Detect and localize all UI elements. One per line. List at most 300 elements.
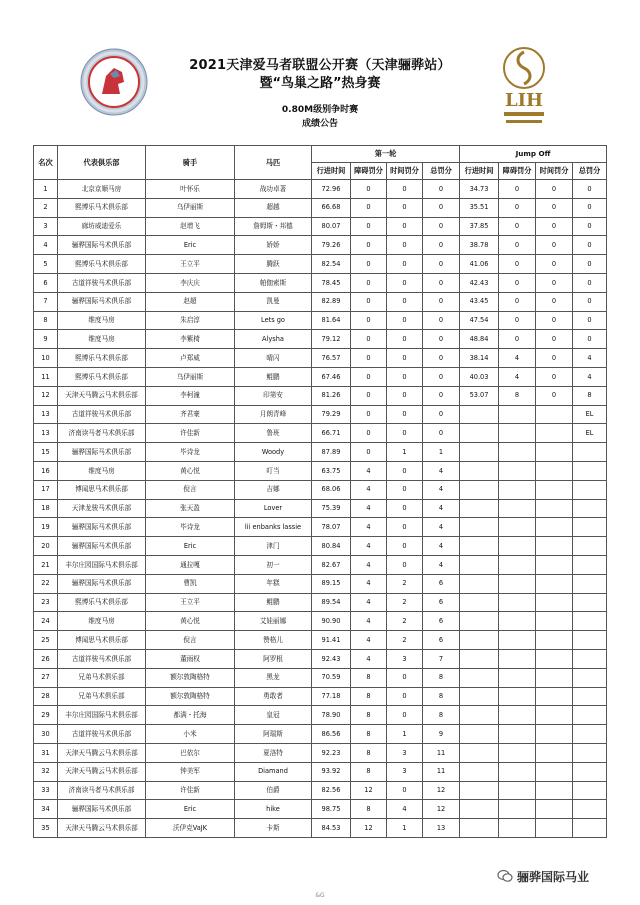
r1-time-cell: 78.45 — [312, 273, 351, 292]
table-row — [34, 649, 607, 668]
r1-total-cell: 11 — [423, 743, 460, 762]
jo-time-cell: 41.06 — [460, 255, 499, 274]
club-cell: 骊骅国际马术俱乐部 — [58, 236, 146, 255]
jo-total-cell — [573, 499, 607, 518]
jo-obstacle-cell — [499, 649, 536, 668]
r1-total-cell: 12 — [423, 800, 460, 819]
jo-timepen-cell: 0 — [536, 292, 573, 311]
club-cell: 廊坊威迪爱乐 — [58, 217, 146, 236]
r1-total-cell: 0 — [423, 405, 460, 424]
r1-total-cell: 0 — [423, 292, 460, 311]
jo-obstacle-cell — [499, 687, 536, 706]
r1-obstacle-cell: 0 — [351, 292, 387, 311]
club-cell: 熙博乐马术俱乐部 — [58, 255, 146, 274]
table-row — [34, 349, 607, 368]
horse-cell: 年糕 — [235, 574, 312, 593]
jo-time-cell — [460, 405, 499, 424]
r1-total-cell: 7 — [423, 649, 460, 668]
table-row — [34, 687, 607, 706]
club-cell: 维度马房 — [58, 311, 146, 330]
r1-timepen-cell: 0 — [387, 499, 423, 518]
jo-time-cell: 47.54 — [460, 311, 499, 330]
horse-cell: Woody — [235, 443, 312, 462]
r1-timepen-cell: 0 — [387, 687, 423, 706]
r1-total-cell: 4 — [423, 555, 460, 574]
r1-timepen-cell: 0 — [387, 367, 423, 386]
jo-time-cell: 53.07 — [460, 386, 499, 405]
club-cell: 天津天马腾云马术俱乐部 — [58, 743, 146, 762]
jo-timepen-cell — [536, 405, 573, 424]
rank-cell: 1 — [34, 180, 58, 199]
rank-cell: 24 — [34, 612, 58, 631]
table-row — [34, 386, 607, 405]
rider-cell: 卢郑威 — [146, 349, 235, 368]
rider-cell: 小米 — [146, 725, 235, 744]
rank-cell: 22 — [34, 574, 58, 593]
horse-cell: 赞格儿 — [235, 631, 312, 650]
rank-cell: 33 — [34, 781, 58, 800]
jo-timepen-cell: 0 — [536, 311, 573, 330]
r1-total-cell: 6 — [423, 612, 460, 631]
rider-cell: 巴依尔 — [146, 743, 235, 762]
r1-time-cell: 89.15 — [312, 574, 351, 593]
r1-total-cell: 4 — [423, 480, 460, 499]
club-cell: 熙博乐马术俱乐部 — [58, 198, 146, 217]
club-cell: 骊骅国际马术俱乐部 — [58, 574, 146, 593]
wechat-icon — [497, 868, 513, 884]
rider-cell: 黄心悦 — [146, 461, 235, 480]
rider-cell: 赵增飞 — [146, 217, 235, 236]
r1-time-cell: 80.07 — [312, 217, 351, 236]
header-horse: 马匹 — [235, 146, 312, 180]
r1-time-cell: 89.54 — [312, 593, 351, 612]
document-header — [0, 0, 640, 140]
r1-obstacle-cell: 4 — [351, 518, 387, 537]
r1-obstacle-cell: 0 — [351, 217, 387, 236]
jo-total-cell: 0 — [573, 198, 607, 217]
header-r1-timepen: 时间罚分 — [387, 163, 423, 180]
r1-time-cell: 82.89 — [312, 292, 351, 311]
r1-timepen-cell: 0 — [387, 461, 423, 480]
horse-cell: 伯爵 — [235, 781, 312, 800]
jo-total-cell — [573, 819, 607, 838]
jo-obstacle-cell — [499, 443, 536, 462]
club-cell: 古道祥骏马术俱乐部 — [58, 649, 146, 668]
jo-obstacle-cell: 0 — [499, 198, 536, 217]
rank-cell: 12 — [34, 386, 58, 405]
header-jo-obstacle: 障碍罚分 — [499, 163, 536, 180]
rank-cell: 23 — [34, 593, 58, 612]
jo-time-cell — [460, 612, 499, 631]
jo-timepen-cell: 0 — [536, 236, 573, 255]
r1-total-cell: 0 — [423, 330, 460, 349]
jo-total-cell: 0 — [573, 217, 607, 236]
table-row — [34, 781, 607, 800]
r1-timepen-cell: 0 — [387, 217, 423, 236]
r1-timepen-cell: 0 — [387, 236, 423, 255]
jo-obstacle-cell — [499, 480, 536, 499]
club-cell: 济南读马者马术俱乐部 — [58, 424, 146, 443]
jo-total-cell — [573, 649, 607, 668]
r1-timepen-cell: 1 — [387, 725, 423, 744]
table-row — [34, 292, 607, 311]
jo-time-cell — [460, 631, 499, 650]
table-row — [34, 367, 607, 386]
header-rider: 骑手 — [146, 146, 235, 180]
jo-time-cell — [460, 480, 499, 499]
horse-cell: 凯曼 — [235, 292, 312, 311]
table-row — [34, 180, 607, 199]
jo-time-cell — [460, 706, 499, 725]
jo-time-cell: 38.14 — [460, 349, 499, 368]
jo-obstacle-cell: 0 — [499, 292, 536, 311]
header-rank: 名次 — [34, 146, 58, 180]
r1-obstacle-cell: 8 — [351, 668, 387, 687]
r1-timepen-cell: 0 — [387, 273, 423, 292]
r1-timepen-cell: 0 — [387, 405, 423, 424]
header-r1-total: 总罚分 — [423, 163, 460, 180]
r1-obstacle-cell: 4 — [351, 461, 387, 480]
table-row — [34, 330, 607, 349]
table-row — [34, 217, 607, 236]
table-row — [34, 443, 607, 462]
wechat-watermark — [497, 866, 589, 886]
r1-timepen-cell: 0 — [387, 706, 423, 725]
r1-total-cell: 6 — [423, 574, 460, 593]
r1-total-cell: 0 — [423, 255, 460, 274]
jo-obstacle-cell: 0 — [499, 330, 536, 349]
rider-cell: 董雨权 — [146, 649, 235, 668]
jo-timepen-cell — [536, 649, 573, 668]
rank-cell: 2 — [34, 198, 58, 217]
jo-obstacle-cell — [499, 706, 536, 725]
club-cell: 熙博乐马术俱乐部 — [58, 349, 146, 368]
table-row — [34, 762, 607, 781]
jo-time-cell — [460, 537, 499, 556]
rider-cell: 王立平 — [146, 255, 235, 274]
r1-time-cell: 78.90 — [312, 706, 351, 725]
r1-total-cell: 0 — [423, 386, 460, 405]
jo-obstacle-cell — [499, 537, 536, 556]
r1-time-cell: 66.71 — [312, 424, 351, 443]
r1-total-cell: 6 — [423, 593, 460, 612]
rider-cell: 倪言 — [146, 480, 235, 499]
r1-total-cell: 8 — [423, 706, 460, 725]
r1-timepen-cell: 3 — [387, 649, 423, 668]
header-jo-total: 总罚分 — [573, 163, 607, 180]
r1-time-cell: 76.57 — [312, 349, 351, 368]
jo-timepen-cell — [536, 461, 573, 480]
jo-time-cell — [460, 725, 499, 744]
club-cell: 兄弟马术俱乐部 — [58, 668, 146, 687]
rank-cell: 32 — [34, 762, 58, 781]
r1-timepen-cell: 0 — [387, 198, 423, 217]
horse-cell: 鲲鹏 — [235, 367, 312, 386]
jo-total-cell: EL — [573, 424, 607, 443]
jo-timepen-cell — [536, 518, 573, 537]
rider-cell: 通拉嘎 — [146, 555, 235, 574]
r1-obstacle-cell: 4 — [351, 593, 387, 612]
jo-time-cell: 37.85 — [460, 217, 499, 236]
lih-logo — [498, 46, 550, 134]
jo-obstacle-cell — [499, 631, 536, 650]
jo-timepen-cell — [536, 537, 573, 556]
jo-timepen-cell — [536, 800, 573, 819]
rank-cell: 17 — [34, 480, 58, 499]
r1-timepen-cell: 2 — [387, 631, 423, 650]
club-cell: 博闻思马术俱乐部 — [58, 480, 146, 499]
rank-cell: 29 — [34, 706, 58, 725]
rank-cell: 18 — [34, 499, 58, 518]
club-cell: 古道祥骏马术俱乐部 — [58, 273, 146, 292]
club-cell: 丰尔庄园国际马术俱乐部 — [58, 706, 146, 725]
horse-cell: 战功卓著 — [235, 180, 312, 199]
jo-obstacle-cell — [499, 781, 536, 800]
club-cell: 天津天马腾云马术俱乐部 — [58, 819, 146, 838]
jo-timepen-cell: 0 — [536, 198, 573, 217]
jo-obstacle-cell — [499, 819, 536, 838]
jo-time-cell — [460, 781, 499, 800]
jo-timepen-cell — [536, 593, 573, 612]
r1-time-cell: 66.68 — [312, 198, 351, 217]
rider-cell: Eric — [146, 800, 235, 819]
jo-total-cell: 0 — [573, 273, 607, 292]
horse-cell: 阿瑞斯 — [235, 725, 312, 744]
r1-obstacle-cell: 0 — [351, 236, 387, 255]
jo-obstacle-cell: 0 — [499, 236, 536, 255]
r1-time-cell: 79.12 — [312, 330, 351, 349]
jo-total-cell — [573, 706, 607, 725]
r1-time-cell: 63.75 — [312, 461, 351, 480]
horse-cell: 鲲鹏 — [235, 593, 312, 612]
results-table — [33, 145, 607, 838]
r1-time-cell: 82.67 — [312, 555, 351, 574]
jo-obstacle-cell: 0 — [499, 180, 536, 199]
jo-timepen-cell — [536, 762, 573, 781]
horse-cell: 鲁班 — [235, 424, 312, 443]
table-row — [34, 198, 607, 217]
rider-cell: 赵超 — [146, 292, 235, 311]
jo-time-cell — [460, 555, 499, 574]
r1-obstacle-cell: 12 — [351, 819, 387, 838]
rank-cell: 3 — [34, 217, 58, 236]
r1-obstacle-cell: 0 — [351, 405, 387, 424]
rank-cell: 21 — [34, 555, 58, 574]
r1-timepen-cell: 0 — [387, 349, 423, 368]
rider-cell: 李庆庆 — [146, 273, 235, 292]
r1-obstacle-cell: 0 — [351, 273, 387, 292]
jo-timepen-cell — [536, 480, 573, 499]
r1-timepen-cell: 2 — [387, 574, 423, 593]
horse-cell: 初一 — [235, 555, 312, 574]
table-row — [34, 537, 607, 556]
r1-time-cell: 79.26 — [312, 236, 351, 255]
r1-timepen-cell: 1 — [387, 819, 423, 838]
rank-cell: 25 — [34, 631, 58, 650]
table-row — [34, 236, 607, 255]
jo-timepen-cell: 0 — [536, 217, 573, 236]
r1-time-cell: 78.07 — [312, 518, 351, 537]
jo-time-cell — [460, 443, 499, 462]
rider-cell: 许佳新 — [146, 781, 235, 800]
horse-cell: 卡斯 — [235, 819, 312, 838]
r1-obstacle-cell: 12 — [351, 781, 387, 800]
table-row — [34, 255, 607, 274]
r1-time-cell: 75.39 — [312, 499, 351, 518]
r1-obstacle-cell: 4 — [351, 555, 387, 574]
rank-cell: 15 — [34, 443, 58, 462]
horse-cell: Lets go — [235, 311, 312, 330]
table-row — [34, 631, 607, 650]
r1-obstacle-cell: 4 — [351, 480, 387, 499]
jo-total-cell: 4 — [573, 349, 607, 368]
r1-time-cell: 98.75 — [312, 800, 351, 819]
jo-total-cell: 0 — [573, 330, 607, 349]
rank-cell: 13 — [34, 424, 58, 443]
club-cell: 骊骅国际马术俱乐部 — [58, 443, 146, 462]
jo-timepen-cell — [536, 743, 573, 762]
rider-cell: 张天盈 — [146, 499, 235, 518]
jo-timepen-cell: 0 — [536, 386, 573, 405]
r1-total-cell: 11 — [423, 762, 460, 781]
jo-time-cell: 48.84 — [460, 330, 499, 349]
table-row — [34, 593, 607, 612]
rider-cell: Eric — [146, 537, 235, 556]
rank-cell: 8 — [34, 311, 58, 330]
horse-cell: Lover — [235, 499, 312, 518]
jo-total-cell — [573, 781, 607, 800]
header-r1-obstacle: 障碍罚分 — [351, 163, 387, 180]
jo-time-cell — [460, 743, 499, 762]
rider-cell: 沃伊克VaJK — [146, 819, 235, 838]
rider-cell: 王立平 — [146, 593, 235, 612]
jo-obstacle-cell: 4 — [499, 349, 536, 368]
jo-time-cell — [460, 499, 499, 518]
table-row — [34, 800, 607, 819]
watermark-text: 骊骅国际马业 — [517, 869, 590, 884]
header-jo-timepen: 时间罚分 — [536, 163, 573, 180]
r1-timepen-cell: 0 — [387, 518, 423, 537]
jo-total-cell: 0 — [573, 236, 607, 255]
jo-timepen-cell — [536, 819, 573, 838]
table-row — [34, 461, 607, 480]
rank-cell: 11 — [34, 367, 58, 386]
horse-cell: 黑龙 — [235, 668, 312, 687]
jo-total-cell — [573, 593, 607, 612]
event-title: 2021天津爱马者联盟公开赛（天津骊骅站） — [189, 58, 451, 73]
jo-time-cell: 35.51 — [460, 198, 499, 217]
r1-obstacle-cell: 4 — [351, 631, 387, 650]
jo-timepen-cell — [536, 424, 573, 443]
rank-cell: 35 — [34, 819, 58, 838]
jo-time-cell: 43.45 — [460, 292, 499, 311]
r1-obstacle-cell: 0 — [351, 330, 387, 349]
r1-obstacle-cell: 8 — [351, 706, 387, 725]
r1-total-cell: 0 — [423, 311, 460, 330]
jo-obstacle-cell — [499, 668, 536, 687]
table-row — [34, 424, 607, 443]
jo-time-cell — [460, 800, 499, 819]
r1-timepen-cell: 2 — [387, 612, 423, 631]
jo-timepen-cell — [536, 687, 573, 706]
jo-total-cell: 8 — [573, 386, 607, 405]
jo-total-cell — [573, 537, 607, 556]
r1-obstacle-cell: 4 — [351, 537, 387, 556]
r1-time-cell: 81.26 — [312, 386, 351, 405]
r1-time-cell: 91.41 — [312, 631, 351, 650]
club-cell: 骊骅国际马术俱乐部 — [58, 800, 146, 819]
rider-cell: 朱启淳 — [146, 311, 235, 330]
jo-total-cell — [573, 800, 607, 819]
rank-cell: 16 — [34, 461, 58, 480]
r1-total-cell: 1 — [423, 443, 460, 462]
r1-obstacle-cell: 0 — [351, 349, 387, 368]
svg-text:LIH: LIH — [504, 90, 544, 111]
jo-obstacle-cell — [499, 405, 536, 424]
r1-total-cell: 13 — [423, 819, 460, 838]
horse-cell: 夏洛特 — [235, 743, 312, 762]
jo-total-cell — [573, 480, 607, 499]
rider-cell: Eric — [146, 236, 235, 255]
jo-timepen-cell: 0 — [536, 367, 573, 386]
r1-time-cell: 79.29 — [312, 405, 351, 424]
r1-total-cell: 0 — [423, 180, 460, 199]
r1-time-cell: 68.06 — [312, 480, 351, 499]
horse-cell: 艾娃丽娜 — [235, 612, 312, 631]
r1-timepen-cell: 0 — [387, 311, 423, 330]
rider-cell: 额尔敦陶格特 — [146, 668, 235, 687]
header-round1: 第一轮 — [312, 146, 460, 163]
r1-total-cell: 8 — [423, 687, 460, 706]
r1-total-cell: 4 — [423, 518, 460, 537]
jo-obstacle-cell — [499, 612, 536, 631]
results-announcement: 成绩公告 — [301, 119, 338, 129]
rider-cell: 都满・托海 — [146, 706, 235, 725]
jo-timepen-cell — [536, 725, 573, 744]
jo-total-cell: 0 — [573, 180, 607, 199]
rider-cell: 乌伊丽斯 — [146, 198, 235, 217]
header-jo-time: 行进时间 — [460, 163, 499, 180]
rider-cell: 叶怀乐 — [146, 180, 235, 199]
jo-time-cell — [460, 518, 499, 537]
jo-obstacle-cell — [499, 499, 536, 518]
r1-obstacle-cell: 0 — [351, 180, 387, 199]
jo-obstacle-cell: 0 — [499, 273, 536, 292]
table-row — [34, 405, 607, 424]
r1-timepen-cell: 0 — [387, 255, 423, 274]
table-row — [34, 518, 607, 537]
rider-cell: 乌伊丽斯 — [146, 367, 235, 386]
jo-time-cell — [460, 762, 499, 781]
table-row — [34, 499, 607, 518]
jo-time-cell: 40.03 — [460, 367, 499, 386]
jo-timepen-cell — [536, 668, 573, 687]
r1-time-cell: 87.89 — [312, 443, 351, 462]
jo-time-cell — [460, 819, 499, 838]
r1-total-cell: 4 — [423, 537, 460, 556]
horse-cell: 津门 — [235, 537, 312, 556]
club-cell: 骊骅国际马术俱乐部 — [58, 537, 146, 556]
club-cell: 维度马房 — [58, 612, 146, 631]
rank-cell: 9 — [34, 330, 58, 349]
r1-time-cell: 92.23 — [312, 743, 351, 762]
jo-obstacle-cell — [499, 574, 536, 593]
r1-total-cell: 8 — [423, 668, 460, 687]
rank-cell: 5 — [34, 255, 58, 274]
rank-cell: 13 — [34, 405, 58, 424]
jo-timepen-cell: 0 — [536, 349, 573, 368]
r1-total-cell: 0 — [423, 198, 460, 217]
